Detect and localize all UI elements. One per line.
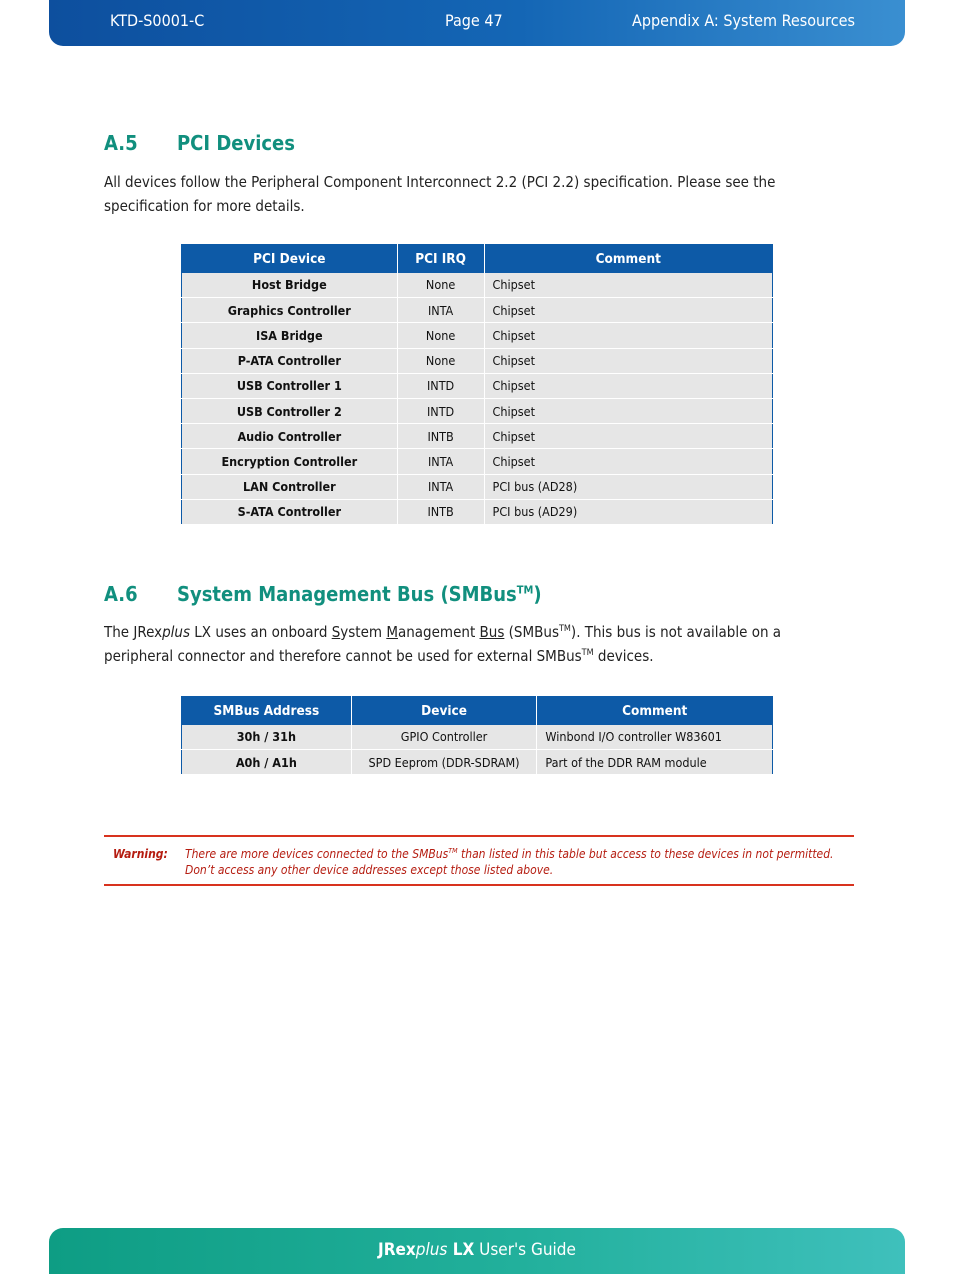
table-cell: Chipset [484,449,772,474]
table-cell: Host Bridge [182,273,398,298]
table-header-row [182,245,773,273]
table-row [182,750,773,775]
section-title: Appendix A: System Resources [632,11,855,30]
table-cell: Winbond I/O controller W83601 [537,725,773,750]
table-cell: S-ATA Controller [182,499,398,524]
table-cell: Part of the DDR RAM module [537,750,773,775]
table-cell: 30h / 31h [182,725,352,750]
table-cell: Chipset [484,273,772,298]
table-cell: INTA [397,449,484,474]
col-header: SMBus Address [182,697,352,725]
table-cell: USB Controller 1 [182,373,398,398]
doc-id: KTD-S0001-C [110,11,205,30]
heading-pci-devices: A.5 PCI Devices [104,131,295,155]
table-cell: Encryption Controller [182,449,398,474]
table-cell: PCI bus (AD29) [484,499,772,524]
table-cell: None [397,273,484,298]
col-header: Comment [537,697,773,725]
table-cell: Chipset [484,398,772,423]
col-header: Device [351,697,537,725]
table-row [182,273,773,298]
table-cell: Chipset [484,424,772,449]
warning-box [104,835,854,886]
col-header: Comment [484,245,772,273]
page-number: Page 47 [445,11,503,30]
table-cell: GPIO Controller [351,725,537,750]
table-cell: None [397,348,484,373]
table-cell: INTD [397,398,484,423]
table-row [182,398,773,423]
table-cell: P-ATA Controller [182,348,398,373]
col-header: PCI IRQ [397,245,484,273]
page-footer: JRexplus LX User's Guide [49,1228,905,1274]
table-cell: None [397,323,484,348]
table-row [182,323,773,348]
table-cell: INTA [397,298,484,323]
heading-smbus: A.6 System Management Bus (SMBus™) [104,582,542,606]
pci-intro: All devices follow the Peripheral Component Interconnect 2.2 (PCI 2.2) specification. Please see the specification for more details. [104,173,776,215]
table-cell: PCI bus (AD28) [484,474,772,499]
page-header [49,0,905,46]
table-cell: ISA Bridge [182,323,398,348]
table-row [182,474,773,499]
warning-label: Warning: [113,847,168,861]
table-row [182,373,773,398]
table-cell: Chipset [484,348,772,373]
table-cell: INTB [397,499,484,524]
table-row [182,298,773,323]
table-cell: USB Controller 2 [182,398,398,423]
table-cell: LAN Controller [182,474,398,499]
table-row [182,499,773,524]
table-cell: INTD [397,373,484,398]
smbus-intro: The JRexplus LX uses an onboard System Management Bus (SMBus™). This bus is not available on a peripheral connector and therefore cannot be used for external SMBus™ devices. [104,623,782,665]
col-header: PCI Device [182,245,398,273]
table-cell: INTA [397,474,484,499]
table-header-row [182,697,773,725]
smbus-table [181,696,773,775]
table-row [182,449,773,474]
table-cell: Chipset [484,298,772,323]
table-cell: A0h / A1h [182,750,352,775]
warning-text: There are more devices connected to the SMBus™ than listed in this table but access to these devices in not permitted. Don’t access any other device addresses except those listed above. [185,847,834,877]
table-cell: Graphics Controller [182,298,398,323]
table-row [182,348,773,373]
pci-devices-table [181,244,773,525]
table-row [182,424,773,449]
table-cell: Chipset [484,323,772,348]
table-cell: Chipset [484,373,772,398]
table-cell: INTB [397,424,484,449]
table-cell: SPD Eeprom (DDR-SDRAM) [351,750,537,775]
table-row [182,725,773,750]
table-cell: Audio Controller [182,424,398,449]
